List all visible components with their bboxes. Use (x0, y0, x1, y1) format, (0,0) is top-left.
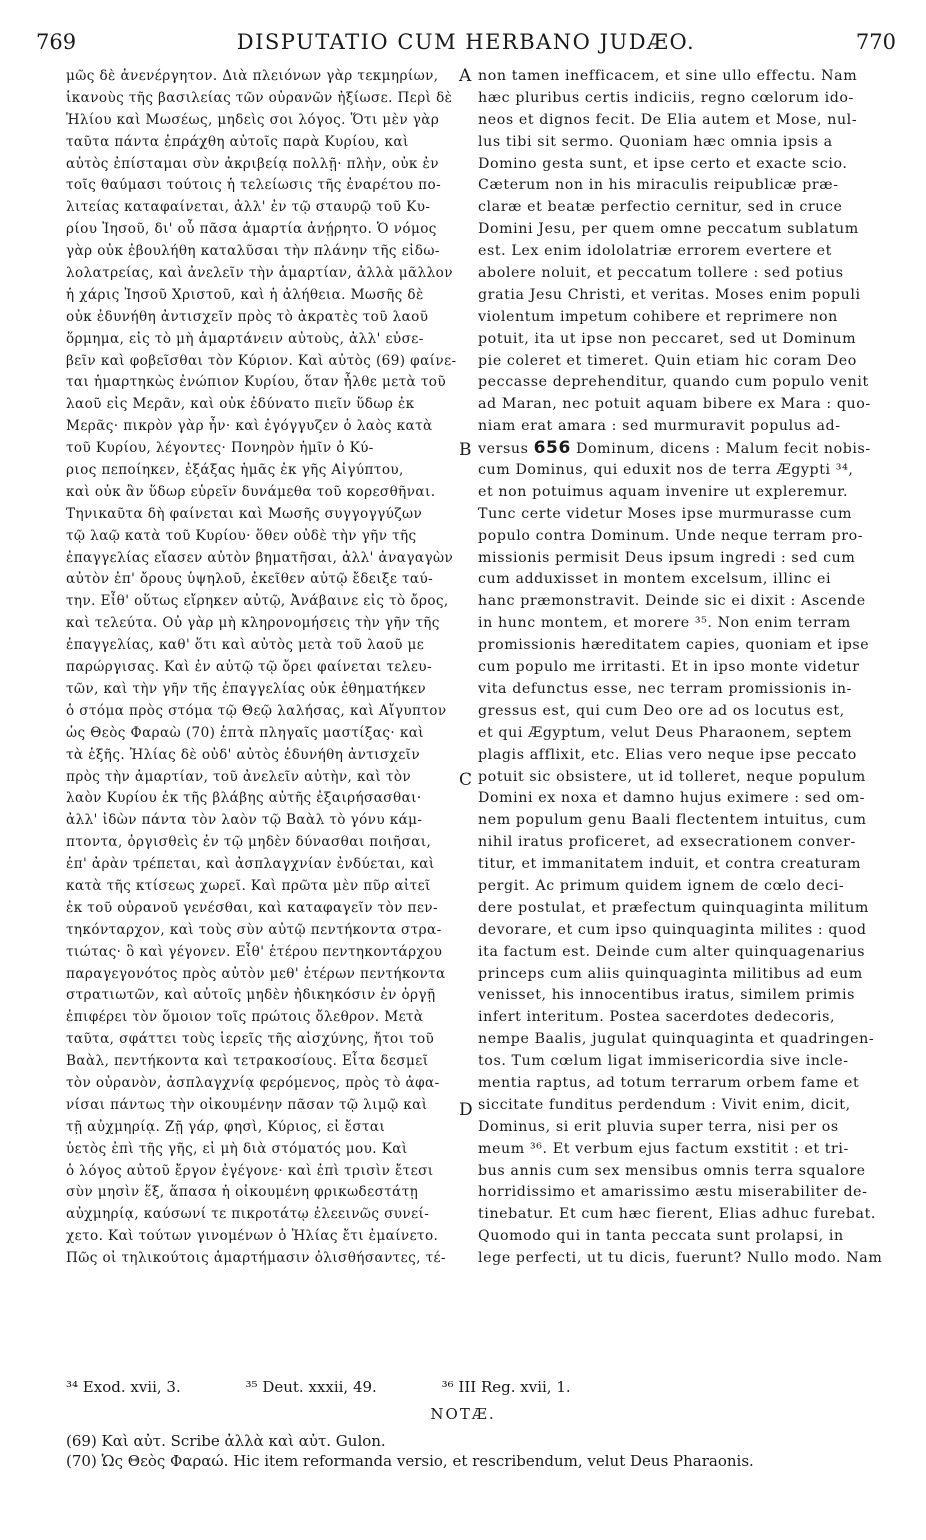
latin-text-line: non tamen inefficacem, et sine ullo effectu. Nam (478, 68, 858, 84)
margin-marker-b: B (459, 440, 472, 460)
greek-text-line: τοῦ Κυρίου, λέγοντες· Πονηρὸν ἡμῖν ὁ Κύ- (66, 440, 374, 457)
latin-text-line: est. Lex enim idololatriæ errorem evertere et (478, 243, 832, 260)
greek-text-line: σὺν μησὶν ἕξ, ἅπασα ἡ οἰκουμένη φρικωδεστάτῃ (66, 1184, 419, 1201)
latin-column (478, 66, 890, 1270)
latin-text-line: meum ³⁶. Et verbum ejus factum exstitit : et tri- (478, 1140, 849, 1157)
latin-text-line: potuit, ita ut ipse non peccaret, sed ut Dominum (478, 330, 857, 347)
greek-text-line: τὸν οὐρανὸν, ἀσπλαγχνίᾳ φερόμενος, πρὸς τὸ ἀφα- (66, 1074, 440, 1091)
greek-text-line: τοῖς θαύμασι τούτοις ἡ τελείωσις τῆς ἐναρέτου πο- (66, 177, 442, 194)
footnote-34: ³⁴ Exod. xvii, 3. (66, 1378, 181, 1396)
footnote-36: ³⁶ III Reg. xvii, 1. (441, 1378, 571, 1396)
latin-text-line: tinebatur. Et cum hæc fierent, Elias adhuc furebat. (478, 1206, 877, 1223)
greek-text-line: Μερᾶς· πικρὸν γὰρ ἦν· καὶ ἐγόγγυζεν ὁ λαὸς κατὰ (66, 418, 433, 435)
latin-line-text: Dominum, dicens : Malum fecit nobis- (576, 441, 871, 458)
greek-text-line: ἐκ τοῦ οὐρανοῦ γενέσθαι, καὶ καταφαγεῖν τὸν πεν- (66, 899, 438, 916)
latin-text-line: gressus est, qui cum Deo ore ad os locutus est, (478, 702, 845, 719)
greek-text-line: ταῦτα πάντα ἐπράχθη αὐτοῖς παρὰ Κυρίου, καὶ (66, 133, 409, 150)
latin-text-line: devorare, et cum ipso quinquaginta milites : quod (478, 921, 867, 938)
latin-text-line: tos. Tum cœlum ligat immisericordia sive incle- (478, 1053, 849, 1070)
latin-text-line: Domino gesta sunt, et ipse certo et exacte scio. (478, 155, 848, 172)
margin-marker-c: C (459, 770, 473, 790)
latin-text-line: infert interitum. Postea sacerdotes dedecoris, (478, 1009, 836, 1026)
latin-text-line: plagis afflixit, etc. Elias vero neque ipse peccato (478, 746, 857, 763)
greek-text-line: λαοῦ εἰς Μερᾶν, καὶ οὐκ ἐδύνατο πιεῖν ὕδωρ ἐκ (66, 396, 415, 413)
greek-text-line: ἐπ' ἀρὰν τρέπεται, καὶ ἀσπλαγχνίαν ἐνδύεται, καὶ (66, 856, 435, 873)
footnote-35: ³⁵ Deut. xxxii, 49. (245, 1378, 377, 1396)
latin-text-line: claræ et beatæ perfectio cernitur, sed in cruce (478, 199, 843, 216)
latin-text-line: princeps cum aliis quinquaginta militibus ad eum (478, 965, 863, 982)
greek-text-line: γὰρ οὐκ ἐβουλήθη καταλῦσαι τὴν πλάνην τῆς εἰδω- (66, 243, 440, 260)
greek-text-line: παραγεγονότος πρὸς αὐτὸν μεθ' ἑτέρων πεντήκοντα (66, 965, 446, 982)
latin-text-line: siccitate funditus perdendum : Vivit enim, dicit, (478, 1096, 851, 1113)
footnotes (66, 1378, 886, 1400)
latin-text-line: et qui Ægyptum, velut Deus Pharaonem, septem (478, 724, 853, 741)
greek-text-line: ἐπαγγελίας εἴασεν αὐτὸν βηματῆσαι, ἀλλ' ἀναγαγὼν (66, 549, 454, 566)
page-number-right: 770 (855, 30, 896, 54)
greek-text-line: ἡ χάρις Ἰησοῦ Χριστοῦ, καὶ ἡ ἀλήθεια. Μωσῆς δὲ (66, 286, 424, 303)
greek-text-line: τὰ ἑξῆς. Ἠλίας δὲ οὐδ' αὐτὸς ἐδυνήθη ἀντισχεῖν (66, 746, 421, 763)
note-69: (69) Καὶ αὐτ. Scribe ἀλλὰ καὶ αὐτ. Gulon. (66, 1432, 386, 1450)
latin-text-line: titur, et immanitatem induit, et contra creaturam (478, 856, 862, 873)
greek-text-line: παρώργισας. Καὶ ἐν αὐτῷ τῷ ὄρει φαίνεται τελευ- (66, 659, 432, 676)
greek-text-line: λαὸν Κυρίου ἐκ τῆς βλάβης αὐτῆς ἐξαιρήσασθαι· (66, 790, 422, 807)
latin-text-line: venisset, his innocentibus iratus, similem primis (478, 987, 856, 1004)
latin-text-line: neos et dignos fecit. De Elia autem et Mose, nul- (478, 111, 858, 128)
latin-text-line: cum populo me irritasti. Et in ipso monte videtur (478, 659, 860, 676)
greek-text-line: την. Εἶθ' οὕτως εἴρηκεν αὐτῷ, Ἀνάβαινε εἰς τὸ ὄρος, (66, 593, 449, 610)
latin-text-line: pie coleret et timeret. Quin etiam hic coram Deo (478, 352, 857, 369)
latin-text-line: pergit. Ac primum quidem ignem de cœlo deci- (478, 877, 845, 894)
latin-text-line: peccasse deprehenditur, quando cum populo venit (478, 374, 869, 391)
greek-text-line: τῇ αὐχμηρίᾳ. Ζῇ γάρ, φησὶ, Κύριος, εἰ ἔσται (66, 1118, 386, 1135)
greek-text-line: ὁ στόμα πρὸς στόμα τῷ Θεῷ λαλήσας, καὶ Αἴγυπτον (66, 702, 447, 719)
greek-text-line: αὐτὸν ἐπ' ὄρους ὑψηλοῦ, ἐκεῖθεν αὐτῷ ἔδειξε ταύ- (66, 571, 434, 588)
latin-text-line: hanc præmonstravit. Deinde sic ei dixit : Ascende (478, 593, 866, 610)
latin-text-line: Dominus, si erit pluvia super terra, nisi per os (478, 1118, 839, 1135)
greek-text-line: νίσαι πάντως τὴν οἰκουμένην πᾶσαν τῷ λιμῷ καὶ (66, 1096, 428, 1113)
latin-text-line: Domini Jesu, per quem omne peccatum sublatum (478, 221, 859, 238)
latin-text-line: hæc pluribus certis indiciis, regno cœlorum ido- (478, 89, 854, 106)
notes (66, 1431, 896, 1471)
greek-text-line: ὁ λόγος αὐτοῦ ἔργον ἐγέγονε· καὶ ἐπὶ τρισὶν ἔτεσι (66, 1162, 434, 1179)
latin-text-line: cum adduxisset in montem excelsum, illinc ei (478, 571, 832, 588)
greek-text-line: ριος πεποίηκεν, ἐξάξας ἡμᾶς ἐκ γῆς Αἰγύπτου, (66, 462, 404, 479)
greek-column (66, 66, 461, 1270)
greek-text-line: ται ἡμαρτηκὼς ἐνώπιον Κυρίου, ὅταν ἦλθε μετὰ τοῦ (66, 374, 447, 391)
latin-text-line: horridissimo et amarissimo æstu miserabiliter de- (478, 1184, 868, 1201)
latin-text-line: niam erat amara : sed murmuravit populus ad- (478, 418, 841, 435)
greek-text-line: χετο. Καὶ τούτων γινομένων ὁ Ἠλίας ἔτι ἐμαίνετο. (66, 1228, 439, 1245)
greek-text-line: λιτείας καταφαίνεται, ἀλλ' ἐν τῷ σταυρῷ τοῦ Κυ- (66, 199, 431, 216)
latin-text-line: Cæterum non in his miraculis reipublicæ præ- (478, 177, 839, 194)
latin-text-line: missionis permisit Deus ipsum ingredi : sed cum (478, 549, 856, 566)
latin-text-line: populo contra Dominum. Unde neque terram pro- (478, 527, 864, 544)
latin-text-line: potuit sic obsistere, ut id tolleret, neque populum (478, 768, 866, 785)
latin-text-line: Domini ex noxa et damno hujus eximere : sed om- (478, 790, 866, 807)
note-70: (70) Ὡς Θεὸς Φαραώ. Hic item reformanda versio, et rescribendum, velut Deus Pharaonis. (66, 1452, 754, 1470)
latin-text-line: cum Dominus, qui eduxit nos de terra Ægypti ³⁴, (478, 462, 854, 479)
notes-heading: NOTÆ. (430, 1405, 496, 1423)
greek-text-line: Τηνικαῦτα δὴ φαίνεται καὶ Μωσῆς συγγογγύζων (66, 505, 423, 522)
greek-text-line: ἱκανοὺς τῆς βασιλείας τῶν οὐρανῶν ἠξίωσε. Περὶ δὲ (66, 89, 453, 106)
greek-text-line: Πῶς οἱ τηλικούτοις ἁμαρτήμασιν ὀλισθήσαντες, τέ- (66, 1250, 446, 1267)
latin-text-line: ita factum est. Deinde cum alter quinquagenarius (478, 943, 866, 960)
latin-text-line: et non potuimus aquam invenire ut expleremur. (478, 483, 849, 500)
latin-text-line: gratia Jesu Christi, et veritas. Moses enim populi (478, 286, 861, 303)
greek-text-line: ταῦτα, σφάττει τοὺς ἱερεῖς τῆς αἰσχύνης, ἤτοι τοῦ (66, 1031, 435, 1048)
latin-text-line: ad Maran, nec potuit aquam bibere ex Mara : quo- (478, 396, 871, 413)
greek-text-line: Βαὰλ, πεντήκοντα καὶ τετρακοσίους. Εἶτα δεσμεῖ (66, 1053, 429, 1070)
latin-text-line: nihil iratus proficeret, ad exsecrationem conver- (478, 834, 856, 851)
greek-text-line: ὅρμημα, εἰς τὸ μὴ ἁμαρτάνειν αὐτοὺς, ἀλλ' εὐσε- (66, 330, 424, 347)
greek-text-line: ρίου Ἰησοῦ, δι' οὗ πᾶσα ἁμαρτία ἀνῄρητο. Ὁ νόμος (66, 221, 437, 238)
page-header (36, 30, 896, 60)
greek-text-line: ὑετὸς ἐπὶ τῆς γῆς, εἰ μὴ διὰ στόματός μου. Καὶ (66, 1140, 408, 1157)
greek-text-line: τῶν, καὶ τὴν γῆν τῆς ἐπαγγελίας οὐκ ἐθηματήκεν (66, 680, 427, 697)
latin-text-line: dere postulat, et præfectum quinquaginta militum (478, 899, 869, 916)
latin-text-line: mentia raptus, ad totum terrarum orbem fame et (478, 1074, 860, 1091)
latin-text-line: nem populum genu Baali flectentem intuitus, cum (478, 812, 867, 829)
latin-text-line: lege perfecti, ut tu dicis, fuerunt? Nullo modo. Nam (478, 1250, 883, 1267)
greek-text-line: μῶς δὲ ἀνενέργητον. Διὰ πλειόνων γὰρ τεκμηρίων, (66, 68, 439, 84)
greek-text-line: βεῖν καὶ φοβεῖσθαι τὸν Κύριον. Καὶ αὐτὸς (69) φαίνε- (66, 352, 457, 369)
page-number-left: 769 (36, 30, 77, 54)
latin-text-line: promissionis hæreditatem capies, quoniam et ipse (478, 637, 870, 654)
greek-text-line: στρατιωτῶν, καὶ αὐτοῖς μηδὲν ἠδικηκόσιν ἐν ὀργῇ (66, 987, 436, 1004)
running-title: DISPUTATIO CUM HERBANO JUDÆO. (236, 30, 696, 54)
margin-marker-a: A (459, 66, 472, 86)
greek-text-line: ἐπαγγελίας, καθ' ὅτι καὶ αὐτὸς μετὰ τοῦ λαοῦ με (66, 637, 425, 654)
greek-text-line: τηκόνταρχον, καὶ τοὺς σὺν αὐτῷ πεντήκοντα στρα- (66, 921, 442, 938)
latin-text-line (478, 438, 890, 460)
column-number: 656 (533, 438, 571, 459)
latin-text-line: nempe Baalis, jugulat quinquaginta et quadringen- (478, 1031, 875, 1048)
greek-text-line: λολατρείας, καὶ ἀνελεῖν τὴν ἁμαρτίαν, ἀλλὰ μᾶλλον (66, 265, 453, 282)
latin-text-line: lus tibi sit sermo. Quoniam hæc omnia ipsis a (478, 133, 833, 150)
latin-text-line: Tunc certe videtur Moses ipse murmurasse cum (478, 505, 853, 522)
greek-text-line: ὡς Θεὸς Φαραὼ (70) ἑπτὰ πληγαῖς μαστίξας· καὶ (66, 724, 425, 741)
greek-text-line: καὶ οὐκ ἂν ὕδωρ εὑρεῖν δυνάμεθα τοῦ κορεσθῆναι. (66, 483, 436, 500)
latin-text-line: abolere noluit, et peccatum tollere : sed potius (478, 265, 844, 282)
greek-text-line: τιώτας· ὃ καὶ γέγονεν. Εἶθ' ἑτέρου πεντηκοντάρχου (66, 943, 443, 960)
latin-text-line: in hunc montem, et morere ³⁵. Non enim terram (478, 615, 851, 632)
latin-text-line: bus annis cum sex mensibus omnis terra squalore (478, 1162, 866, 1179)
greek-text-line: αὐτὸς ἐπίσταμαι σὺν ἀκριβείᾳ πολλῇ· πλὴν, οὐκ ἐν (66, 155, 439, 172)
greek-text-line: τῷ λαῷ κατὰ τοῦ Κυρίου· ὅθεν οὐδὲ τὴν γῆν τῆς (66, 527, 417, 544)
greek-text-line: πτοντα, ὀργισθεὶς ἐν τῷ μηδὲν δύνασθαι ποιῆσαι, (66, 834, 432, 851)
greek-text-line: οὐκ ἐδυνήθη ἀντισχεῖν πρὸς τὸ ἀκρατὲς τοῦ λαοῦ (66, 308, 429, 325)
latin-line-prefix: versus (478, 441, 529, 458)
greek-text-line: αὐχμηρίᾳ, καύσωνί τε πικροτάτῳ ἐλεεινῶς συνεί- (66, 1206, 430, 1223)
greek-text-line: κατὰ τῆς κτίσεως χωρεῖ. Καὶ πρῶτα μὲν πῦρ αἰτεῖ (66, 877, 431, 894)
latin-text-line: violentum impetum cohibere et reprimere non (478, 308, 838, 325)
greek-text-line: ἀλλ' ἰδὼν πάντα τὸν λαὸν τῷ Βαὰλ τὸ γόνυ κάμ- (66, 812, 423, 829)
greek-text-line: καὶ τελεύτα. Οὐ γὰρ μὴ κληρονομήσεις τὴν γῆν τῆς (66, 615, 440, 632)
margin-marker-d: D (459, 1100, 473, 1120)
greek-text-line: Ἡλίου καὶ Μωσέως, μηδεὶς σοι λόγος. Ὅτι μὲν γὰρ (66, 111, 440, 128)
greek-text-line: ἐπιφέρει τὸν ὅμοιον τοῖς πρώτοις ὄλεθρον. Μετὰ (66, 1009, 424, 1026)
latin-text-line: vita defunctus esse, nec terram promissionis in- (478, 680, 853, 697)
latin-text-line: Quomodo qui in tanta peccata sunt prolapsi, in (478, 1228, 844, 1245)
greek-text-line: πρὸς τὴν ἁμαρτίαν, τοῦ ἀνελεῖν αὐτὴν, καὶ τὸν (66, 768, 412, 785)
